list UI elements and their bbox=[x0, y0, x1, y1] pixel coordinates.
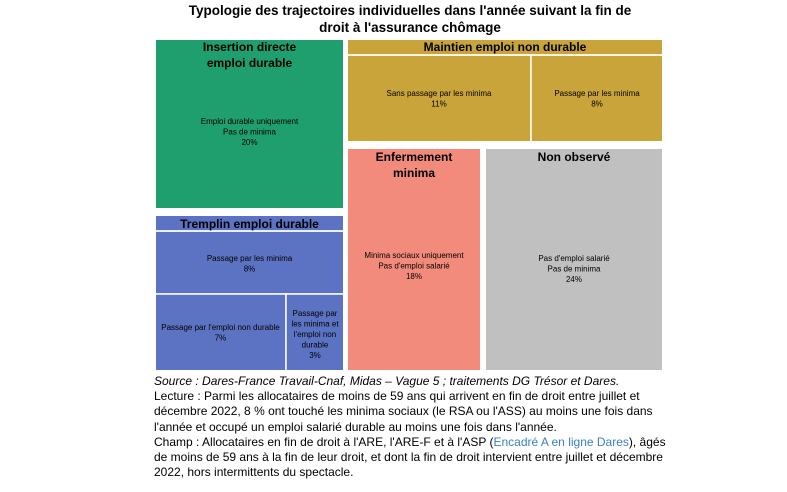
source-note: Source : Dares-France Travail-Cnaf, Midas – Vague 5 ; traitements DG Trésor et Dares. bbox=[154, 374, 620, 388]
treemap-group-3 bbox=[485, 148, 663, 371]
treemap-group-name: Tremplin emploi durable bbox=[180, 217, 319, 231]
treemap-cell-value: 24% bbox=[565, 275, 583, 284]
treemap-cell-label: Emploi durable uniquement bbox=[200, 117, 299, 126]
treemap-cell-label: Pas d'emploi salarié bbox=[378, 261, 450, 271]
treemap-cell-rect bbox=[347, 55, 531, 142]
treemap-group-name: Enfermement bbox=[375, 150, 453, 164]
treemap-group-name: minima bbox=[392, 166, 436, 180]
treemap-cell-value: 11% bbox=[431, 99, 447, 109]
treemap-cell-label: les minima et bbox=[291, 319, 339, 329]
chart-title-line-2: droit à l'assurance chômage bbox=[319, 20, 501, 35]
treemap-group-name: Maintien emploi non durable bbox=[423, 40, 587, 54]
treemap-cell-value: 3% bbox=[309, 351, 321, 360]
champ-note-end: ), âgés de moins de 59 ans à la fin de leur droit, et dont la fin de droit intervient entre juillet et décembre 2022, hors intermittents du spectacle. bbox=[154, 434, 666, 480]
treemap-cell-value: 18% bbox=[405, 272, 423, 281]
treemap-cell-label: durable bbox=[301, 340, 329, 350]
champ-note-start: Champ : Allocataires en fin de droit à l'ARE, l'ARE-F et à l'ASP ( bbox=[154, 434, 494, 449]
treemap-group-name: Insertion directe bbox=[202, 40, 297, 54]
treemap-cell-value: 8% bbox=[591, 99, 603, 109]
treemap-cell-label: Pas de minima bbox=[547, 264, 601, 274]
treemap-group-2 bbox=[347, 148, 481, 371]
treemap-cell-label: Passage par l'emploi non durable bbox=[161, 323, 280, 332]
lecture-note: Lecture : Parmi les allocataires de moins de 59 ans qui arrivent en fin de droit entre juillet et décembre 2022, 8 % ont touché les minima sociaux (le RSA ou l'ASS) au moins une fois dans l'année et occupé un emploi salarié durable au moins une fois dans l'année. bbox=[154, 389, 653, 434]
treemap-group-1 bbox=[347, 39, 663, 142]
treemap-cell-label: Passage par les minima bbox=[206, 254, 293, 263]
treemap-cell-label: Passage par les minima bbox=[554, 89, 640, 98]
treemap-cell-label: l'emploi non bbox=[293, 330, 337, 339]
treemap-group-name: emploi durable bbox=[206, 56, 293, 70]
treemap-cell-label: Passage par bbox=[292, 309, 338, 318]
chart-title-line-1: Typologie des trajectoires individuelles dans l'année suivant la fin de bbox=[188, 3, 632, 18]
encadre-link[interactable]: Encadré A en ligne Dares bbox=[493, 434, 629, 449]
treemap-cell-value: 20% bbox=[241, 138, 258, 147]
treemap-cell-label: Sans passage par les minima bbox=[386, 89, 492, 98]
treemap-cell-label: Pas d'emploi salarié bbox=[538, 254, 610, 263]
treemap-cell-label: Minima sociaux uniquement bbox=[364, 251, 464, 260]
treemap-cell-rect bbox=[155, 294, 286, 371]
treemap-cell-value: 8% bbox=[243, 264, 256, 274]
chart-notes bbox=[154, 374, 674, 480]
treemap-group-0 bbox=[155, 39, 344, 209]
champ-note bbox=[154, 435, 674, 481]
treemap-group-name: Non observé bbox=[537, 150, 611, 164]
treemap-group-4 bbox=[155, 215, 344, 371]
treemap-cell-label: Pas de minima bbox=[223, 127, 276, 137]
treemap-cell-value: 7% bbox=[214, 333, 227, 343]
treemap-cell-rect bbox=[531, 55, 663, 142]
